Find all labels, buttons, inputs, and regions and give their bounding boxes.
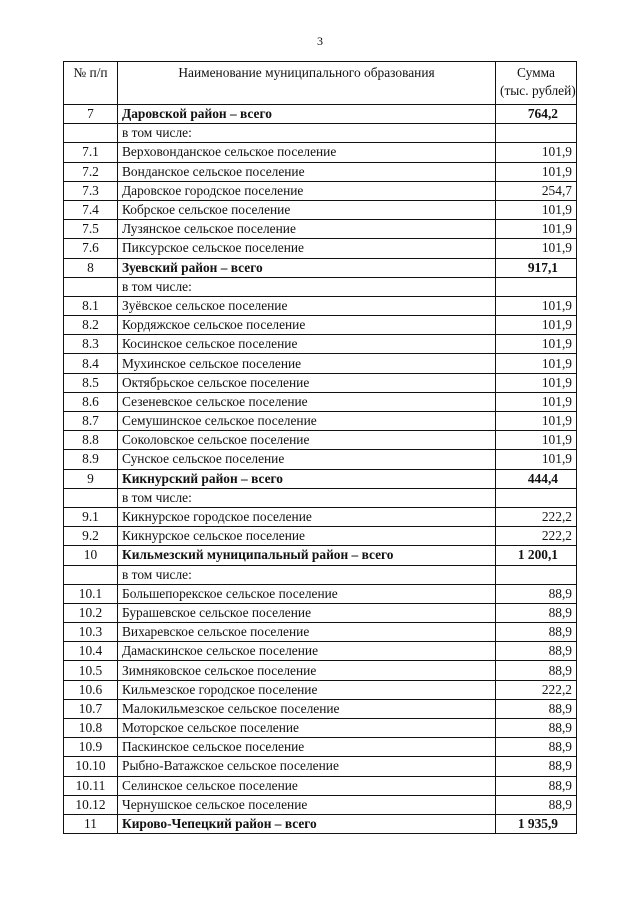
row-name: Малокильмезское сельское поселение xyxy=(118,699,496,718)
row-number: 8.4 xyxy=(64,354,118,373)
row-number: 10.2 xyxy=(64,603,118,622)
table-row xyxy=(64,527,577,546)
row-sum: 88,9 xyxy=(496,757,577,776)
row-sum: 1 200,1 xyxy=(496,546,577,565)
table-row xyxy=(64,795,577,814)
row-name: в том числе: xyxy=(118,277,496,296)
table-header xyxy=(64,62,577,105)
row-sum: 101,9 xyxy=(496,354,577,373)
table-row xyxy=(64,661,577,680)
row-number xyxy=(64,488,118,507)
header-sum-line2: (тыс. рублей) xyxy=(500,83,576,98)
row-name: Селинское сельское поселение xyxy=(118,776,496,795)
row-number: 9 xyxy=(64,469,118,488)
row-name: Зимняковское сельское поселение xyxy=(118,661,496,680)
row-name: в том числе: xyxy=(118,124,496,143)
row-sum: 101,9 xyxy=(496,412,577,431)
row-sum: 101,9 xyxy=(496,220,577,239)
row-sum: 101,9 xyxy=(496,200,577,219)
row-name: в том числе: xyxy=(118,565,496,584)
row-number: 10 xyxy=(64,546,118,565)
header-row xyxy=(64,62,577,105)
row-name: Кильмезское городское поселение xyxy=(118,680,496,699)
row-name: Зуёвское сельское поселение xyxy=(118,296,496,315)
row-sum: 101,9 xyxy=(496,162,577,181)
table-row xyxy=(64,507,577,526)
row-name: Дамаскинское сельское поселение xyxy=(118,642,496,661)
row-name: Пиксурское сельское поселение xyxy=(118,239,496,258)
row-number xyxy=(64,124,118,143)
row-number: 8.5 xyxy=(64,373,118,392)
row-number: 7.6 xyxy=(64,239,118,258)
row-name: Зуевский район – всего xyxy=(118,258,496,277)
row-sum: 101,9 xyxy=(496,335,577,354)
row-number: 10.5 xyxy=(64,661,118,680)
table-row xyxy=(64,776,577,795)
row-sum: 101,9 xyxy=(496,143,577,162)
row-number: 7.3 xyxy=(64,181,118,200)
row-sum xyxy=(496,124,577,143)
district-total-row xyxy=(64,105,577,124)
table-row xyxy=(64,699,577,718)
row-name: Сезеневское сельское поселение xyxy=(118,392,496,411)
table-row xyxy=(64,412,577,431)
row-number: 10.1 xyxy=(64,584,118,603)
row-name: Кикнурское сельское поселение xyxy=(118,527,496,546)
allocation-table xyxy=(63,61,577,834)
row-number: 10.6 xyxy=(64,680,118,699)
table-row xyxy=(64,373,577,392)
table-row xyxy=(64,603,577,622)
table-row xyxy=(64,584,577,603)
row-sum: 1 935,9 xyxy=(496,814,577,833)
header-sum xyxy=(496,62,577,105)
row-number: 9.1 xyxy=(64,507,118,526)
row-sum: 222,2 xyxy=(496,680,577,699)
row-sum: 444,4 xyxy=(496,469,577,488)
row-name: Большепорекское сельское поселение xyxy=(118,584,496,603)
row-name: Сунское сельское поселение xyxy=(118,450,496,469)
row-number: 8.3 xyxy=(64,335,118,354)
district-total-row xyxy=(64,469,577,488)
row-sum: 88,9 xyxy=(496,642,577,661)
row-sum: 88,9 xyxy=(496,623,577,642)
row-sum: 764,2 xyxy=(496,105,577,124)
row-sum xyxy=(496,488,577,507)
row-number: 10.8 xyxy=(64,719,118,738)
table-row xyxy=(64,277,577,296)
table-row xyxy=(64,200,577,219)
row-name: Соколовское сельское поселение xyxy=(118,431,496,450)
row-sum: 101,9 xyxy=(496,392,577,411)
row-name: Кильмезский муниципальный район – всего xyxy=(118,546,496,565)
header-name: Наименование муниципального образования xyxy=(118,62,496,105)
row-sum: 88,9 xyxy=(496,603,577,622)
row-sum xyxy=(496,565,577,584)
row-sum xyxy=(496,277,577,296)
row-name: Кирово-Чепецкий район – всего xyxy=(118,814,496,833)
table-row xyxy=(64,220,577,239)
table-row xyxy=(64,623,577,642)
row-name: Косинское сельское поселение xyxy=(118,335,496,354)
row-name: Верховонданское сельское поселение xyxy=(118,143,496,162)
row-number: 8.1 xyxy=(64,296,118,315)
table-row xyxy=(64,738,577,757)
row-sum: 88,9 xyxy=(496,776,577,795)
row-sum: 88,9 xyxy=(496,795,577,814)
row-name: Вихаревское сельское поселение xyxy=(118,623,496,642)
row-sum: 88,9 xyxy=(496,699,577,718)
row-number xyxy=(64,277,118,296)
row-number: 10.9 xyxy=(64,738,118,757)
district-total-row xyxy=(64,546,577,565)
table-row xyxy=(64,316,577,335)
row-sum: 101,9 xyxy=(496,239,577,258)
row-number: 8.8 xyxy=(64,431,118,450)
table-row xyxy=(64,719,577,738)
row-number: 11 xyxy=(64,814,118,833)
row-number: 7.5 xyxy=(64,220,118,239)
table-row xyxy=(64,239,577,258)
row-number: 7 xyxy=(64,105,118,124)
row-name: Даровской район – всего xyxy=(118,105,496,124)
table-row xyxy=(64,431,577,450)
table-row xyxy=(64,642,577,661)
row-number: 8.2 xyxy=(64,316,118,335)
page-number: 3 xyxy=(317,34,323,48)
row-sum: 222,2 xyxy=(496,507,577,526)
row-name: Лузянское сельское поселение xyxy=(118,220,496,239)
row-name: Даровское городское поселение xyxy=(118,181,496,200)
table-row xyxy=(64,392,577,411)
row-name: Кикнурский район – всего xyxy=(118,469,496,488)
district-total-row xyxy=(64,814,577,833)
row-number: 10.11 xyxy=(64,776,118,795)
header-sum-line1: Сумма xyxy=(517,65,555,80)
row-name: Моторское сельское поселение xyxy=(118,719,496,738)
header-number: № п/п xyxy=(64,62,118,105)
table-row xyxy=(64,354,577,373)
table-body xyxy=(64,105,577,834)
row-number: 10.3 xyxy=(64,623,118,642)
row-number: 10.10 xyxy=(64,757,118,776)
row-sum: 254,7 xyxy=(496,181,577,200)
table-row xyxy=(64,565,577,584)
row-name: в том числе: xyxy=(118,488,496,507)
row-number: 7.1 xyxy=(64,143,118,162)
row-number: 7.4 xyxy=(64,200,118,219)
table-row xyxy=(64,450,577,469)
row-sum: 88,9 xyxy=(496,584,577,603)
row-number: 10.7 xyxy=(64,699,118,718)
row-name: Семушинское сельское поселение xyxy=(118,412,496,431)
table-row xyxy=(64,143,577,162)
table-row xyxy=(64,162,577,181)
row-name: Рыбно-Ватажское сельское поселение xyxy=(118,757,496,776)
row-number: 10.12 xyxy=(64,795,118,814)
row-name: Кобрское сельское поселение xyxy=(118,200,496,219)
row-number: 8.6 xyxy=(64,392,118,411)
row-sum: 101,9 xyxy=(496,373,577,392)
table-row xyxy=(64,757,577,776)
row-sum: 88,9 xyxy=(496,661,577,680)
table-row xyxy=(64,124,577,143)
row-name: Кордяжское сельское поселение xyxy=(118,316,496,335)
row-number: 7.2 xyxy=(64,162,118,181)
table-row xyxy=(64,488,577,507)
row-sum: 101,9 xyxy=(496,431,577,450)
row-number: 8.9 xyxy=(64,450,118,469)
row-sum: 917,1 xyxy=(496,258,577,277)
row-number xyxy=(64,565,118,584)
row-name: Октябрьское сельское поселение xyxy=(118,373,496,392)
row-sum: 101,9 xyxy=(496,450,577,469)
row-number: 8 xyxy=(64,258,118,277)
row-name: Кикнурское городское поселение xyxy=(118,507,496,526)
row-number: 9.2 xyxy=(64,527,118,546)
table-row xyxy=(64,335,577,354)
row-number: 10.4 xyxy=(64,642,118,661)
row-sum: 101,9 xyxy=(496,296,577,315)
row-sum: 88,9 xyxy=(496,738,577,757)
row-sum: 88,9 xyxy=(496,719,577,738)
table-row xyxy=(64,181,577,200)
row-name: Вонданское сельское поселение xyxy=(118,162,496,181)
row-sum: 222,2 xyxy=(496,527,577,546)
table-row xyxy=(64,296,577,315)
row-name: Бурашевское сельское поселение xyxy=(118,603,496,622)
row-name: Мухинское сельское поселение xyxy=(118,354,496,373)
row-number: 8.7 xyxy=(64,412,118,431)
row-name: Паскинское сельское поселение xyxy=(118,738,496,757)
row-name: Чернушское сельское поселение xyxy=(118,795,496,814)
row-sum: 101,9 xyxy=(496,316,577,335)
district-total-row xyxy=(64,258,577,277)
table-row xyxy=(64,680,577,699)
